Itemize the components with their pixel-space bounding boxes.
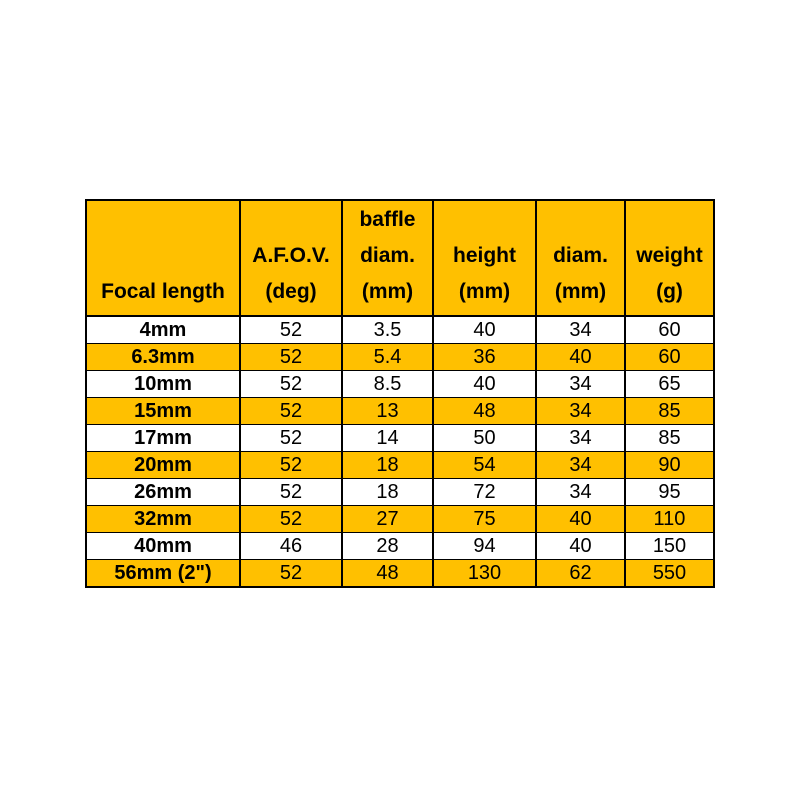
table-cell: 52 xyxy=(240,560,342,588)
row-label: 6.3mm xyxy=(86,344,240,371)
column-header-line: baffle xyxy=(359,208,416,231)
column-header-baffle-diam-mm xyxy=(342,200,433,316)
table-cell: 110 xyxy=(625,506,714,533)
table-cell: 8.5 xyxy=(342,371,433,398)
table-cell: 3.5 xyxy=(342,316,433,344)
table-cell: 52 xyxy=(240,452,342,479)
column-header-focal-length xyxy=(86,200,240,316)
table-row xyxy=(86,425,714,452)
table-cell: 36 xyxy=(433,344,536,371)
column-header-weight-g xyxy=(625,200,714,316)
table-cell: 34 xyxy=(536,479,625,506)
column-header-line: A.F.O.V. xyxy=(252,244,330,267)
table-cell: 85 xyxy=(625,398,714,425)
table-cell: 13 xyxy=(342,398,433,425)
column-header-diam-mm xyxy=(536,200,625,316)
row-label: 20mm xyxy=(86,452,240,479)
table-cell: 62 xyxy=(536,560,625,588)
column-header-line: height xyxy=(453,244,516,267)
table-row xyxy=(86,371,714,398)
column-header-line: (mm) xyxy=(458,280,511,303)
row-label: 4mm xyxy=(86,316,240,344)
table-cell: 72 xyxy=(433,479,536,506)
table-row xyxy=(86,344,714,371)
row-label: 10mm xyxy=(86,371,240,398)
column-header-line: (mm) xyxy=(554,280,607,303)
table-cell: 52 xyxy=(240,506,342,533)
column-header-line: (mm) xyxy=(361,280,414,303)
column-header-afov-deg xyxy=(240,200,342,316)
table-cell: 95 xyxy=(625,479,714,506)
table-cell: 85 xyxy=(625,425,714,452)
table-cell: 54 xyxy=(433,452,536,479)
table-cell: 18 xyxy=(342,452,433,479)
table-cell: 150 xyxy=(625,533,714,560)
table-cell: 52 xyxy=(240,425,342,452)
table-cell: 40 xyxy=(433,371,536,398)
table-cell: 60 xyxy=(625,316,714,344)
table-cell: 40 xyxy=(536,344,625,371)
table-cell: 34 xyxy=(536,452,625,479)
table-cell: 48 xyxy=(342,560,433,588)
column-header-line: (deg) xyxy=(265,280,317,303)
table-cell: 34 xyxy=(536,425,625,452)
table-cell: 48 xyxy=(433,398,536,425)
column-header-height-mm xyxy=(433,200,536,316)
table-cell: 90 xyxy=(625,452,714,479)
table-cell: 34 xyxy=(536,398,625,425)
table-cell: 40 xyxy=(433,316,536,344)
table-cell: 27 xyxy=(342,506,433,533)
table-cell: 65 xyxy=(625,371,714,398)
table-cell: 14 xyxy=(342,425,433,452)
table-row xyxy=(86,506,714,533)
table-cell: 46 xyxy=(240,533,342,560)
column-header-line: diam. xyxy=(360,244,415,267)
table-cell: 40 xyxy=(536,533,625,560)
table-row xyxy=(86,533,714,560)
table-cell: 40 xyxy=(536,506,625,533)
row-label: 15mm xyxy=(86,398,240,425)
column-header-line: (g) xyxy=(656,280,683,303)
table-cell: 50 xyxy=(433,425,536,452)
table-cell: 34 xyxy=(536,316,625,344)
table-cell: 52 xyxy=(240,344,342,371)
table-cell: 18 xyxy=(342,479,433,506)
table-row xyxy=(86,560,714,588)
table-cell: 94 xyxy=(433,533,536,560)
table-row xyxy=(86,398,714,425)
eyepiece-spec-table xyxy=(85,199,715,588)
table-cell: 52 xyxy=(240,398,342,425)
row-label: 32mm xyxy=(86,506,240,533)
column-header-line: diam. xyxy=(553,244,608,267)
table-cell: 5.4 xyxy=(342,344,433,371)
row-label: 40mm xyxy=(86,533,240,560)
table-cell: 60 xyxy=(625,344,714,371)
table-cell: 52 xyxy=(240,316,342,344)
table-cell: 52 xyxy=(240,479,342,506)
row-label: 56mm (2") xyxy=(86,560,240,588)
table-cell: 130 xyxy=(433,560,536,588)
table-row xyxy=(86,316,714,344)
table-cell: 52 xyxy=(240,371,342,398)
table-header xyxy=(86,200,714,316)
column-header-line: weight xyxy=(636,244,703,267)
table-cell: 28 xyxy=(342,533,433,560)
table-cell: 550 xyxy=(625,560,714,588)
row-label: 17mm xyxy=(86,425,240,452)
header-row xyxy=(86,200,714,316)
table-row xyxy=(86,452,714,479)
row-label: 26mm xyxy=(86,479,240,506)
column-header-line: Focal length xyxy=(101,280,225,303)
table-cell: 34 xyxy=(536,371,625,398)
table-cell: 75 xyxy=(433,506,536,533)
table-body xyxy=(86,316,714,587)
table-row xyxy=(86,479,714,506)
